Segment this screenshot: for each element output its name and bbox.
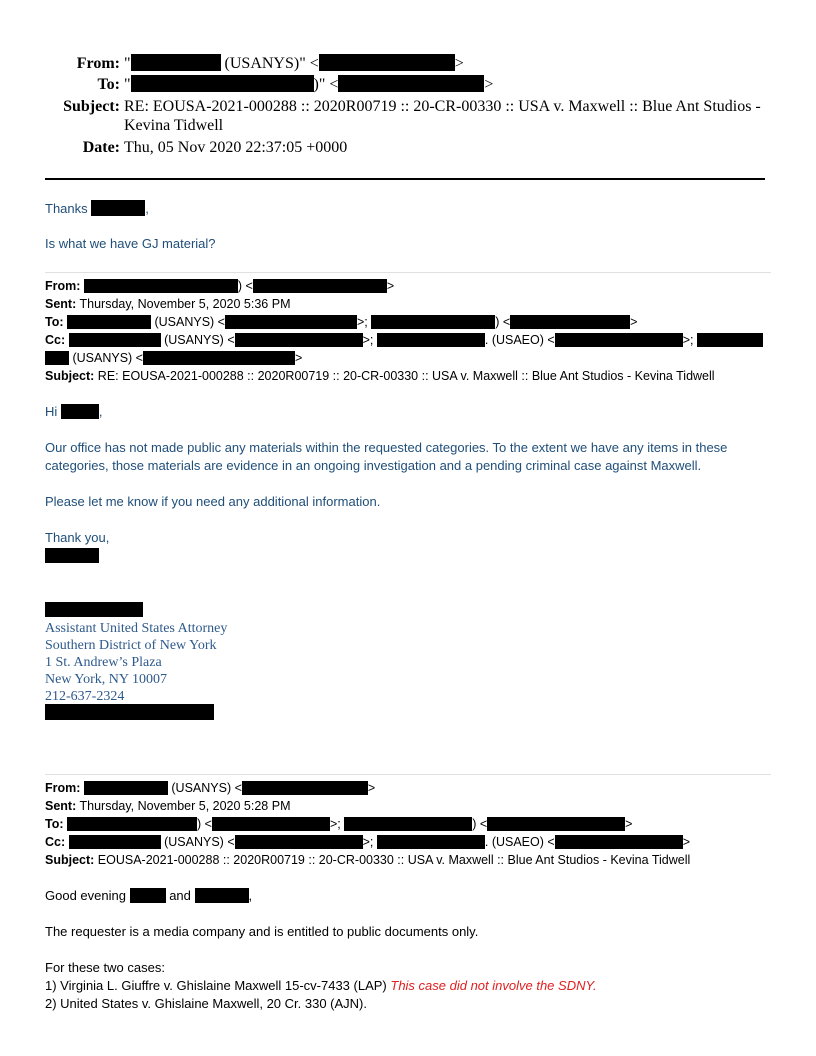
email2-cc-part: (USANYS) < [69,351,143,365]
email2-cc-label: Cc: [45,333,66,347]
redaction [555,333,683,347]
redaction [319,54,455,71]
redaction [487,817,625,831]
redaction [143,351,295,365]
email3-subject-row [45,851,690,869]
email2-to-part: >; [356,315,372,329]
email3-body-paragraph-2: For these two cases: [45,960,165,975]
redaction [235,835,363,849]
subject-line-2: Kevina Tidwell [124,117,224,134]
email3-to-label: To: [45,817,64,831]
email3-to-part: > [625,817,633,831]
redaction [697,333,763,347]
to-quote: " [124,76,131,93]
email2-subject-value: RE: EOUSA-2021-000288 :: 2020R00719 :: 20-CR-00330 :: USA v. Maxwell :: Blue Ant Studios - Kevina Tidwell [97,369,715,383]
email2-cc-part: >; [362,333,377,347]
email2-to-part: (USANYS) < [151,315,225,329]
email3-cc-row [45,833,690,851]
email3-sent-label: Sent: [45,799,77,813]
email3-greeting [45,887,252,905]
redaction [253,279,387,293]
greeting-text: Good evening [45,888,126,903]
signature-title: Assistant United States Attorney [45,621,228,636]
redaction [212,817,330,831]
case-1-note: This case did not involve the SDNY. [390,978,597,993]
email3-to-row [45,815,632,833]
redaction [45,548,99,563]
email-separator [45,774,771,775]
comma: , [248,888,253,903]
email3-cc-part: (USANYS) < [160,835,235,849]
email2-body-paragraph: Our office has not made public any materials within the requested categories. To the extent we have any items in these categories, those materials are evidence in an ongoing investigation and a pending criminal case against Maxwell. [45,440,728,473]
header-subject-row [40,97,761,135]
email2-cc-part: >; [682,333,697,347]
email3-sent-row [45,797,291,815]
reply-question: Is what we have GJ material? [45,236,216,251]
comma: , [98,404,103,419]
redaction [69,333,161,347]
redaction [61,404,99,419]
redaction [45,704,214,720]
redaction [555,835,683,849]
redaction [45,602,143,617]
comma: , [145,201,149,216]
email2-subject-label: Subject: [45,369,95,383]
redaction [130,888,166,903]
reply-thanks-line [45,200,149,218]
email2-cc-row [45,331,763,349]
email2-from-mid: ) < [237,279,253,293]
email3-cc-part: >; [362,835,377,849]
email-separator [45,272,771,273]
signature-address-2: New York, NY 10007 [45,672,167,687]
email2-sent-row [45,295,291,313]
from-org: (USANYS)" < [220,55,319,72]
email3-sent-value: Thursday, November 5, 2020 5:28 PM [79,799,291,813]
greeting-text: Hi [45,404,58,419]
redaction [84,279,238,293]
redaction [344,817,472,831]
header-divider [45,178,765,180]
email3-cc-part: . (USAEO) < [484,835,555,849]
email3-case-2: 2) United States v. Ghislaine Maxwell, 20 Cr. 330 (AJN). [45,996,367,1011]
redaction [195,888,249,903]
email2-cc-row-cont [45,349,302,367]
signature-phone: 212-637-2324 [45,689,125,704]
from-label: From: [76,55,120,72]
signature-office: Southern District of New York [45,638,217,653]
header-from-row [40,54,464,73]
header-to-row [40,75,493,94]
email2-sent-label: Sent: [45,297,77,311]
redaction [510,315,630,329]
to-label: To: [97,76,120,93]
date-value: Thu, 05 Nov 2020 22:37:05 +0000 [124,139,348,156]
redaction [131,75,314,92]
email2-body-paragraph-2: Please let me know if you need any additional information. [45,494,381,509]
email3-body-paragraph: The requester is a media company and is entitled to public documents only. [45,924,479,939]
case-1-text: 1) Virginia L. Giuffre v. Ghislaine Maxwell 15-cv-7433 (LAP) [45,978,391,993]
email2-to-label: To: [45,315,64,329]
header-date-row [40,138,347,157]
subject-line-1: RE: EOUSA-2021-000288 :: 2020R00719 :: 20-CR-00330 :: USA v. Maxwell :: Blue Ant Studios - [124,98,761,115]
email2-cc-part: . (USAEO) < [484,333,555,347]
email3-subject-value: EOUSA-2021-000288 :: 2020R00719 :: 20-CR-00330 :: USA v. Maxwell :: Blue Ant Studios - Kevina Tidwell [97,853,691,867]
email3-case-1 [45,977,597,995]
redaction [338,75,484,92]
email3-from-label: From: [45,781,81,795]
email3-cc-part: > [682,835,690,849]
email2-subject-row [45,367,715,385]
email2-cc-part: > [294,351,303,365]
signature-address-1: 1 St. Andrew’s Plaza [45,655,162,670]
email3-cc-label: Cc: [45,835,66,849]
email2-from-end: > [386,279,395,293]
redaction [242,781,368,795]
email3-from-row [45,779,375,797]
redaction [67,315,151,329]
from-close: > [454,55,464,72]
email2-sent-value: Thursday, November 5, 2020 5:36 PM [79,297,291,311]
thanks-text: Thanks [45,201,88,216]
email3-subject-label: Subject: [45,853,95,867]
email2-cc-part: (USANYS) < [160,333,235,347]
subject-label: Subject: [63,98,120,115]
email3-from-part: (USANYS) < [167,781,242,795]
from-quote: " [124,55,131,72]
email3-to-part: ) < [197,817,212,831]
redaction [67,817,197,831]
redaction [235,333,363,347]
greeting-and: and [169,888,191,903]
redaction [377,333,485,347]
email2-closing: Thank you, [45,530,110,545]
redaction [131,54,221,71]
redaction [84,781,168,795]
email3-to-part: >; [329,817,345,831]
email3-from-part: > [367,781,376,795]
email3-to-part: ) < [472,817,488,831]
redaction [377,835,485,849]
email2-to-part: ) < [495,315,511,329]
redaction [371,315,495,329]
email2-from-label: From: [45,279,81,293]
redaction [69,835,161,849]
email2-to-part: > [630,315,638,329]
email2-from-row [45,277,394,295]
email2-to-row [45,313,637,331]
date-label: Date: [82,139,120,156]
to-mid: )" < [313,76,339,93]
redaction [45,351,69,365]
email2-greeting [45,403,103,421]
redaction [225,315,357,329]
signature-block [45,620,227,705]
to-close: > [484,76,494,93]
redaction [91,200,145,216]
